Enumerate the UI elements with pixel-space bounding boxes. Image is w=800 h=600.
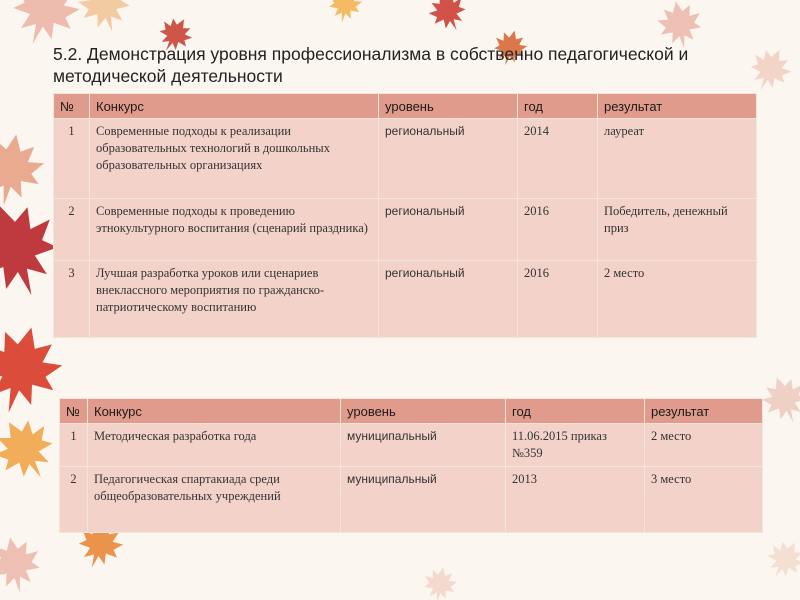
cell-level: муниципальный xyxy=(341,424,506,467)
column-header-result: результат xyxy=(645,399,763,424)
cell-contest: Лучшая разработка уроков или сценариев внеклассного мероприятия по гражданско-патриотическому воспитанию xyxy=(90,261,379,338)
table-row xyxy=(60,467,763,533)
column-header-year: год xyxy=(506,399,645,424)
cell-result: лауреат xyxy=(598,119,757,199)
cell-level: региональный xyxy=(379,119,518,199)
column-header-contest: Конкурс xyxy=(88,399,341,424)
cell-number: 2 xyxy=(54,199,90,261)
maple-leaf-icon xyxy=(0,408,66,492)
cell-number: 3 xyxy=(54,261,90,338)
cell-year: 2014 xyxy=(518,119,598,199)
cell-year: 11.06.2015 приказ №359 xyxy=(506,424,645,467)
maple-leaf-icon xyxy=(0,129,48,211)
cell-result: 2 место xyxy=(598,261,757,338)
column-header-number: № xyxy=(54,94,90,119)
contest-table-regional xyxy=(53,93,757,338)
maple-leaf-icon xyxy=(421,564,459,600)
table-row xyxy=(54,119,757,199)
cell-contest: Современные подходы к реализации образовательных технологий в дошкольных образовательных организациях xyxy=(90,119,379,199)
cell-result: Победитель, денежный приз xyxy=(598,199,757,261)
slide-title: 5.2. Демонстрация уровня профессионализма в собственно педагогической и методической деятельности xyxy=(53,44,689,86)
cell-result: 2 место xyxy=(645,424,763,467)
cell-level: региональный xyxy=(379,261,518,338)
table-header-row xyxy=(54,94,757,119)
cell-year: 2016 xyxy=(518,199,598,261)
table-row xyxy=(60,424,763,467)
cell-contest: Современные подходы к проведению этнокультурного воспитания (сценарий праздника) xyxy=(90,199,379,261)
column-header-level: уровень xyxy=(379,94,518,119)
maple-leaf-icon xyxy=(759,534,800,587)
cell-number: 1 xyxy=(60,424,88,467)
table-row xyxy=(54,261,757,338)
column-header-year: год xyxy=(518,94,598,119)
contest-table-municipal xyxy=(59,398,763,533)
cell-level: региональный xyxy=(379,199,518,261)
table-header-row xyxy=(60,399,763,424)
cell-contest: Методическая разработка года xyxy=(88,424,341,467)
cell-result: 3 место xyxy=(645,467,763,533)
column-header-number: № xyxy=(60,399,88,424)
table-row xyxy=(54,199,757,261)
maple-leaf-icon xyxy=(423,0,473,38)
maple-leaf-icon xyxy=(0,533,45,597)
cell-level: муниципальный xyxy=(341,467,506,533)
maple-leaf-icon xyxy=(756,370,800,430)
cell-contest: Педагогическая спартакиада среди общеобразовательных учреждений xyxy=(88,467,341,533)
cell-number: 2 xyxy=(60,467,88,533)
column-header-level: уровень xyxy=(341,399,506,424)
maple-leaf-icon xyxy=(326,0,364,26)
maple-leaf-icon xyxy=(73,0,136,39)
cell-number: 1 xyxy=(54,119,90,199)
column-header-contest: Конкурс xyxy=(90,94,379,119)
cell-year: 2016 xyxy=(518,261,598,338)
cell-year: 2013 xyxy=(506,467,645,533)
column-header-result: результат xyxy=(598,94,757,119)
